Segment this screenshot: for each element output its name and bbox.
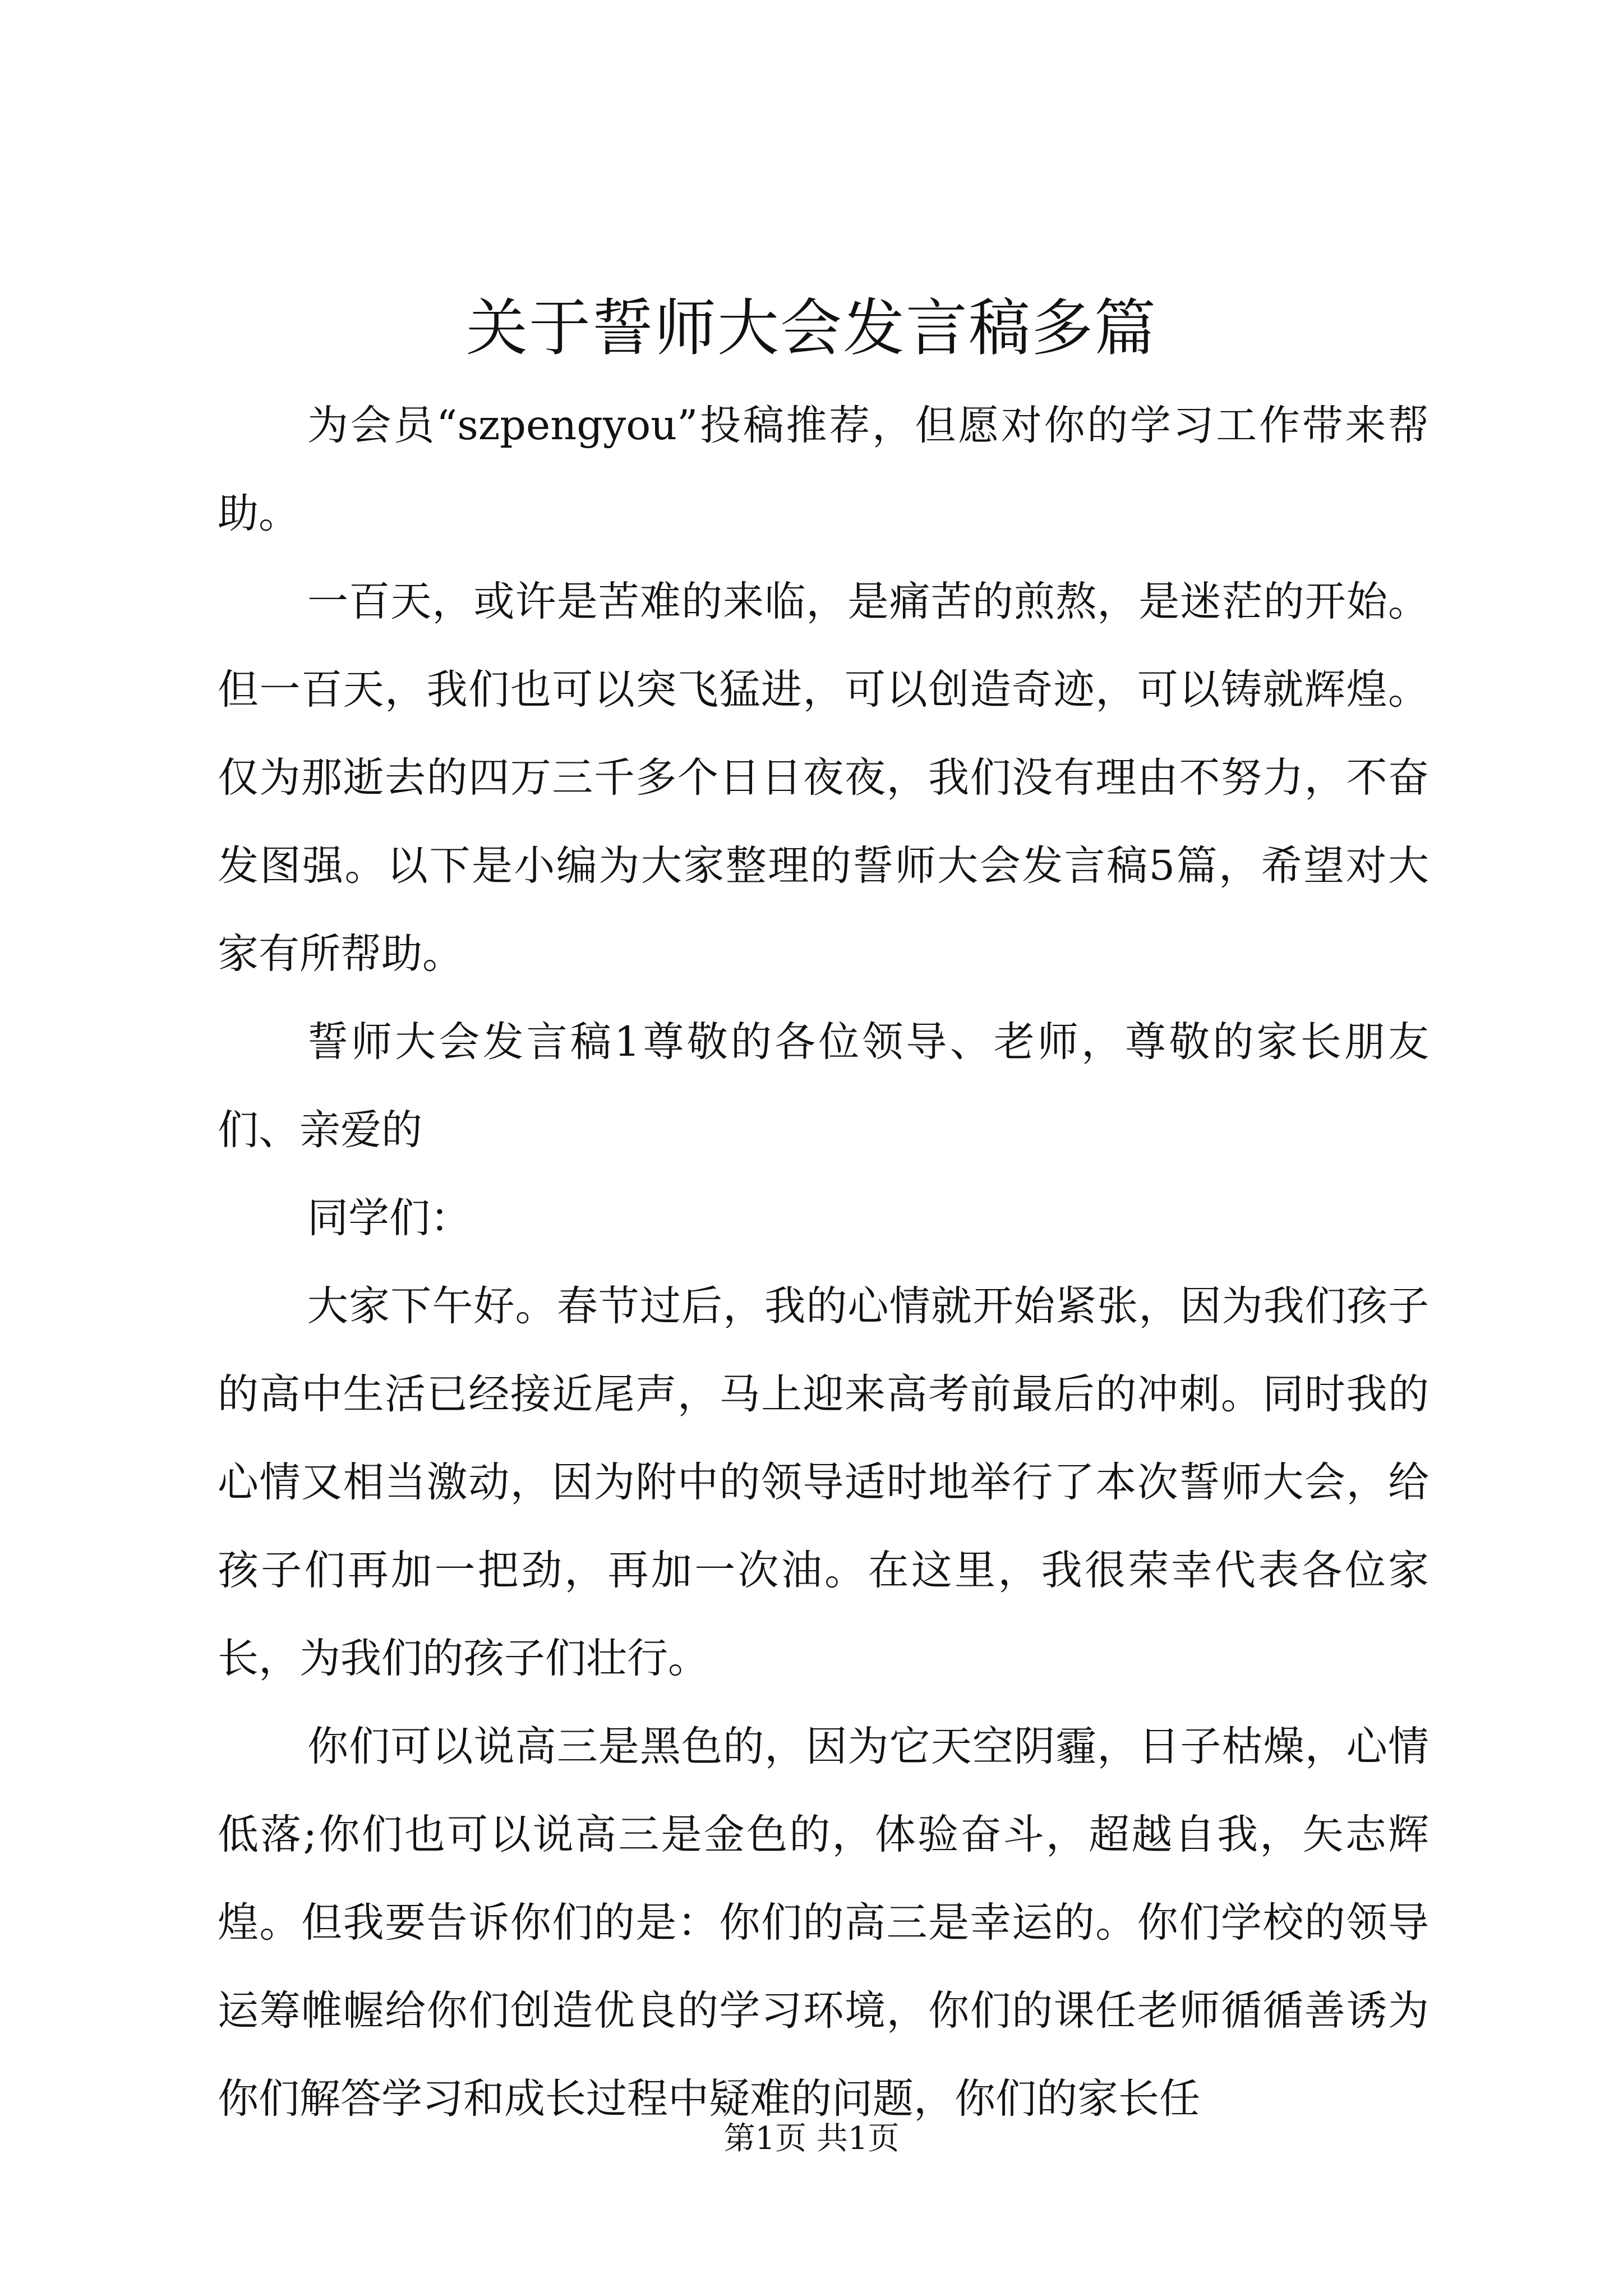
paragraph-summary: 一百天，或许是苦难的来临，是痛苦的煎熬，是迷茫的开始。但一百天，我们也可以突飞猛进，可以创造奇迹，可以铸就辉煌。仅为那逝去的四万三千多个日日夜夜，我们没有理由不努力，不奋发图强。以下是小编为大家整理的誓师大会发言稿5篇，希望对大家有所帮助。 [218,578,1429,978]
document-title: 关于誓师大会发言稿多篇 [466,292,1157,364]
paragraph-intro: 为会员“szpengyou”投稿推荐，但愿对你的学习工作带来帮助。 [218,402,1429,537]
paragraph-speech-heading: 誓师大会发言稿1尊敬的各位领导、老师，尊敬的家长朋友们、亲爱的 [218,1018,1429,1154]
paragraph-salutation: 同学们： [307,1194,471,1242]
document-body [218,381,1429,2143]
paragraph-greeting: 大家下午好。春节过后，我的心情就开始紧张，因为我们孩子的高中生活已经接近尾声，马上迎来高考前最后的冲刺。同时我的心情又相当激动，因为附中的领导适时地举行了本次誓师大会，给孩子们再加一把劲，再加一次油。在这里，我很荣幸代表各位家长，为我们的孩子们壮行。 [218,1282,1429,1682]
paragraph-senior-year: 你们可以说高三是黑色的，因为它天空阴霾，日子枯燥，心情低落;你们也可以说高三是金色的，体验奋斗，超越自我，矢志辉煌。但我要告诉你们的是：你们的高三是幸运的。你们学校的领导运筹帷幄给你们创造优良的学习环境，你们的课任老师循循善诱为你们解答学习和成长过程中疑难的问题，你们的家长任 [218,1723,1429,2123]
page-footer: 第1页 共1页 [723,2120,900,2157]
